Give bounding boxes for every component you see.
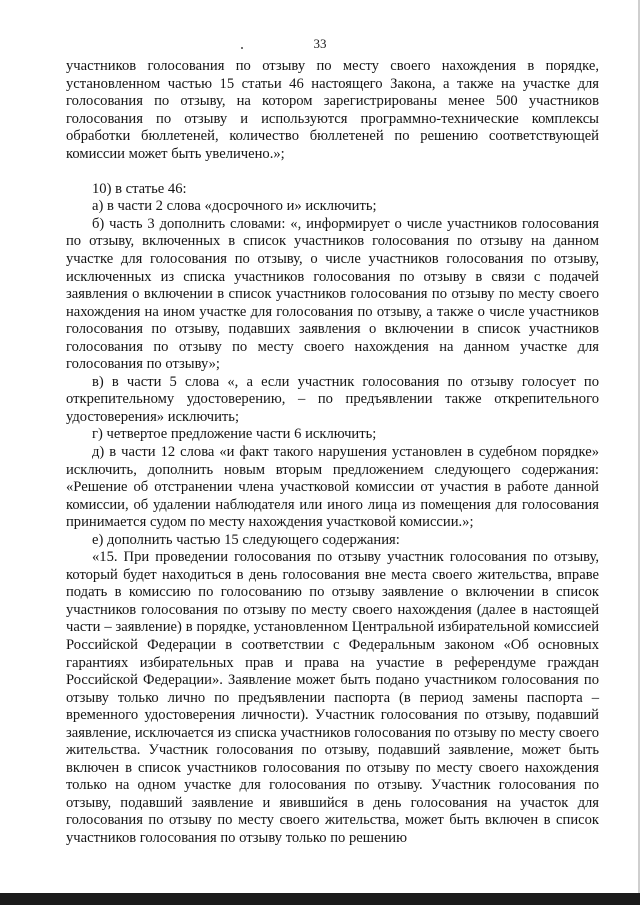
paragraph-article-46-heading: 10) в статье 46: xyxy=(92,180,187,197)
paragraph-item-g: г) четвертое предложение части 6 исключить; xyxy=(92,426,377,443)
scan-bottom-border xyxy=(0,893,640,905)
paragraph-part-15: «15. При проведении голосования по отзыву участник голосования по отзыву, который будет находиться в день голосования вне места своего жительства, вправе подать в комиссию по голосованию по отзыву заявление о включении в список участников голосования по отзыву по месту своего нахождения (далее в настоящей части – заявление) в порядке, установленном Центральной избирательной комиссией Российской Федерации в соответствии с Федеральным законом «Об основных гарантиях избирательных прав и права на участие в референдуме граждан Российской Федерации». Заявление может быть подано участником голосования по отзыву только лично по предъявлении паспорта (в период замены паспорта – временного удостоверения личности). Участник голосования по отзыву, подавший заявление, исключается из списка участников голосования по отзыву по месту своего жительства. Участник голосования по отзыву, подавший заявление, может быть включен в список участников голосования по отзыву по месту своего нахождения только на одном участке для голосования по отзыву. Участник голосования по отзыву, подавший заявление и явившийся в день голосования на участок для голосования по отзыву по месту своего жительства, может быть включен в список участников голосования по отзыву только по решению xyxy=(66,549,599,847)
paragraph-continuation: участников голосования по отзыву по месту своего нахождения в порядке, установленном частью 15 статьи 46 настоящего Закона, а также на участке для голосования по отзыву, на котором зарегистрированы менее 500 участников голосования по отзыву и используются программно-технические комплексы обработки бюллетеней, количество бюллетеней по решению соответствующей комиссии может быть увеличено.»; xyxy=(66,58,599,162)
scan-speck xyxy=(241,47,243,49)
paragraph-item-d: д) в части 12 слова «и факт такого нарушения установлен в судебном порядке» исключить, дополнить новым вторым предложением следующего содержания: «Решение об отстранении члена участковой комиссии от участия в работе данной комиссии, об удалении наблюдателя или иного лица из помещения для голосования принимается судом по месту нахождения участковой комиссии.»; xyxy=(66,443,599,531)
paragraph-item-a: а) в части 2 слова «досрочного и» исключить; xyxy=(92,198,377,215)
paragraph-item-v: в) в части 5 слова «, а если участник голосования по отзыву голосует по открепительному удостоверению, – по предъявлении также открепительного удостоверения» исключить; xyxy=(66,373,599,425)
body-text xyxy=(66,58,599,848)
paragraph-item-e: е) дополнить частью 15 следующего содержания: xyxy=(92,531,400,548)
page-number: 33 xyxy=(313,36,327,51)
paragraph-item-b: б) часть 3 дополнить словами: «, информирует о числе участников голосования по отзыву, включенных в список участников голосования по отзыву на данном участке для голосования по отзыву, о числе участников голосования по отзыву, исключенных из списка участников голосования по отзыву в связи с подачей заявления о включении в список участников голосования по отзыву по месту своего нахождения на ином участке для голосования по отзыву, а также о числе участников голосования по отзыву, подавших заявления о включении в список участников голосования по отзыву по месту своего нахождения на данном участке для голосования по отзыву»; xyxy=(66,215,599,373)
